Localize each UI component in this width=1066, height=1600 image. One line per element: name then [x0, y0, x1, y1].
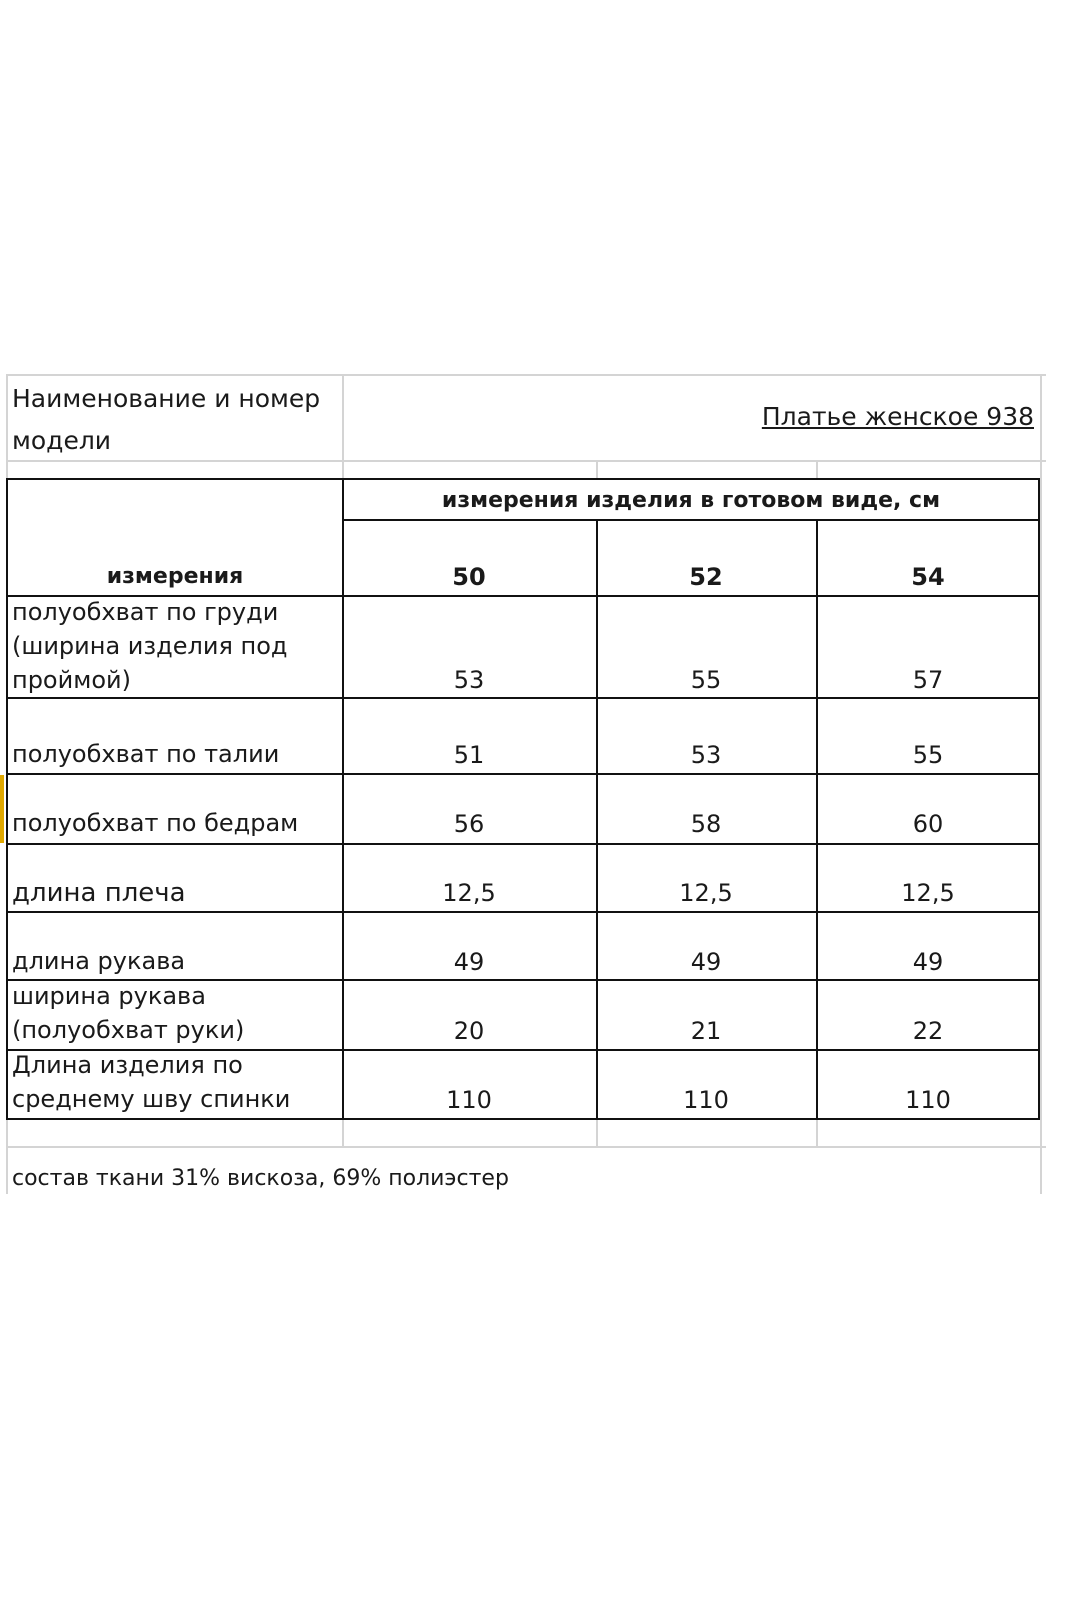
row-value: 56 — [453, 810, 485, 838]
row-value: 12,5 — [901, 879, 955, 907]
row-label: среднему шву спинки — [12, 1085, 291, 1113]
row-value: 49 — [912, 948, 944, 976]
row-value: 110 — [905, 1086, 951, 1114]
row-value: 22 — [912, 1017, 944, 1045]
row-value: 60 — [912, 810, 944, 838]
row-label: полуобхват по бедрам — [12, 809, 299, 837]
size-54: 54 — [911, 563, 945, 591]
gridline — [6, 374, 1046, 376]
row-value: 12,5 — [442, 879, 496, 907]
size-50: 50 — [452, 563, 486, 591]
gridline — [596, 460, 598, 478]
row-label: длина плеча — [12, 878, 186, 908]
gridline — [342, 1118, 344, 1148]
row-value: 21 — [690, 1017, 722, 1045]
row-value: 51 — [453, 741, 485, 769]
row-label: полуобхват по талии — [12, 740, 280, 768]
row-label: проймой) — [12, 666, 131, 694]
gridline — [816, 1118, 818, 1148]
row-value: 110 — [683, 1086, 729, 1114]
row-label: (ширина изделия под — [12, 632, 288, 660]
row-label: Длина изделия по — [12, 1051, 243, 1079]
row-value: 57 — [912, 666, 944, 694]
row-label: длина рукава — [12, 947, 186, 975]
gridline — [1040, 374, 1042, 1194]
gridline — [6, 460, 1046, 462]
row-label: (полуобхват руки) — [12, 1016, 245, 1044]
row-value: 20 — [453, 1017, 485, 1045]
gridline — [596, 1118, 598, 1148]
row-value: 110 — [446, 1086, 492, 1114]
model-label-line1: Наименование и номер — [12, 384, 321, 413]
row-header: измерения — [106, 564, 244, 589]
row-value: 53 — [453, 666, 485, 694]
row-value: 55 — [690, 666, 722, 694]
gridline — [816, 460, 818, 478]
gridline — [342, 374, 344, 478]
row-value: 49 — [690, 948, 722, 976]
row-label: ширина рукава — [12, 982, 206, 1010]
model-name: Платье женское 938 — [761, 402, 1034, 431]
row-value: 58 — [690, 810, 722, 838]
row-label: полуобхват по груди — [12, 598, 279, 626]
fabric-composition: состав ткани 31% вискоза, 69% полиэстер — [12, 1166, 509, 1191]
group-header: измерения изделия в готовом виде, см — [441, 488, 941, 513]
size-52: 52 — [689, 563, 723, 591]
row-value: 53 — [690, 741, 722, 769]
model-label-line2: модели — [12, 426, 112, 455]
row-value: 55 — [912, 741, 944, 769]
row-value: 49 — [453, 948, 485, 976]
gridline — [6, 1146, 1046, 1148]
row-value: 12,5 — [679, 879, 733, 907]
selection-marker — [0, 775, 4, 843]
